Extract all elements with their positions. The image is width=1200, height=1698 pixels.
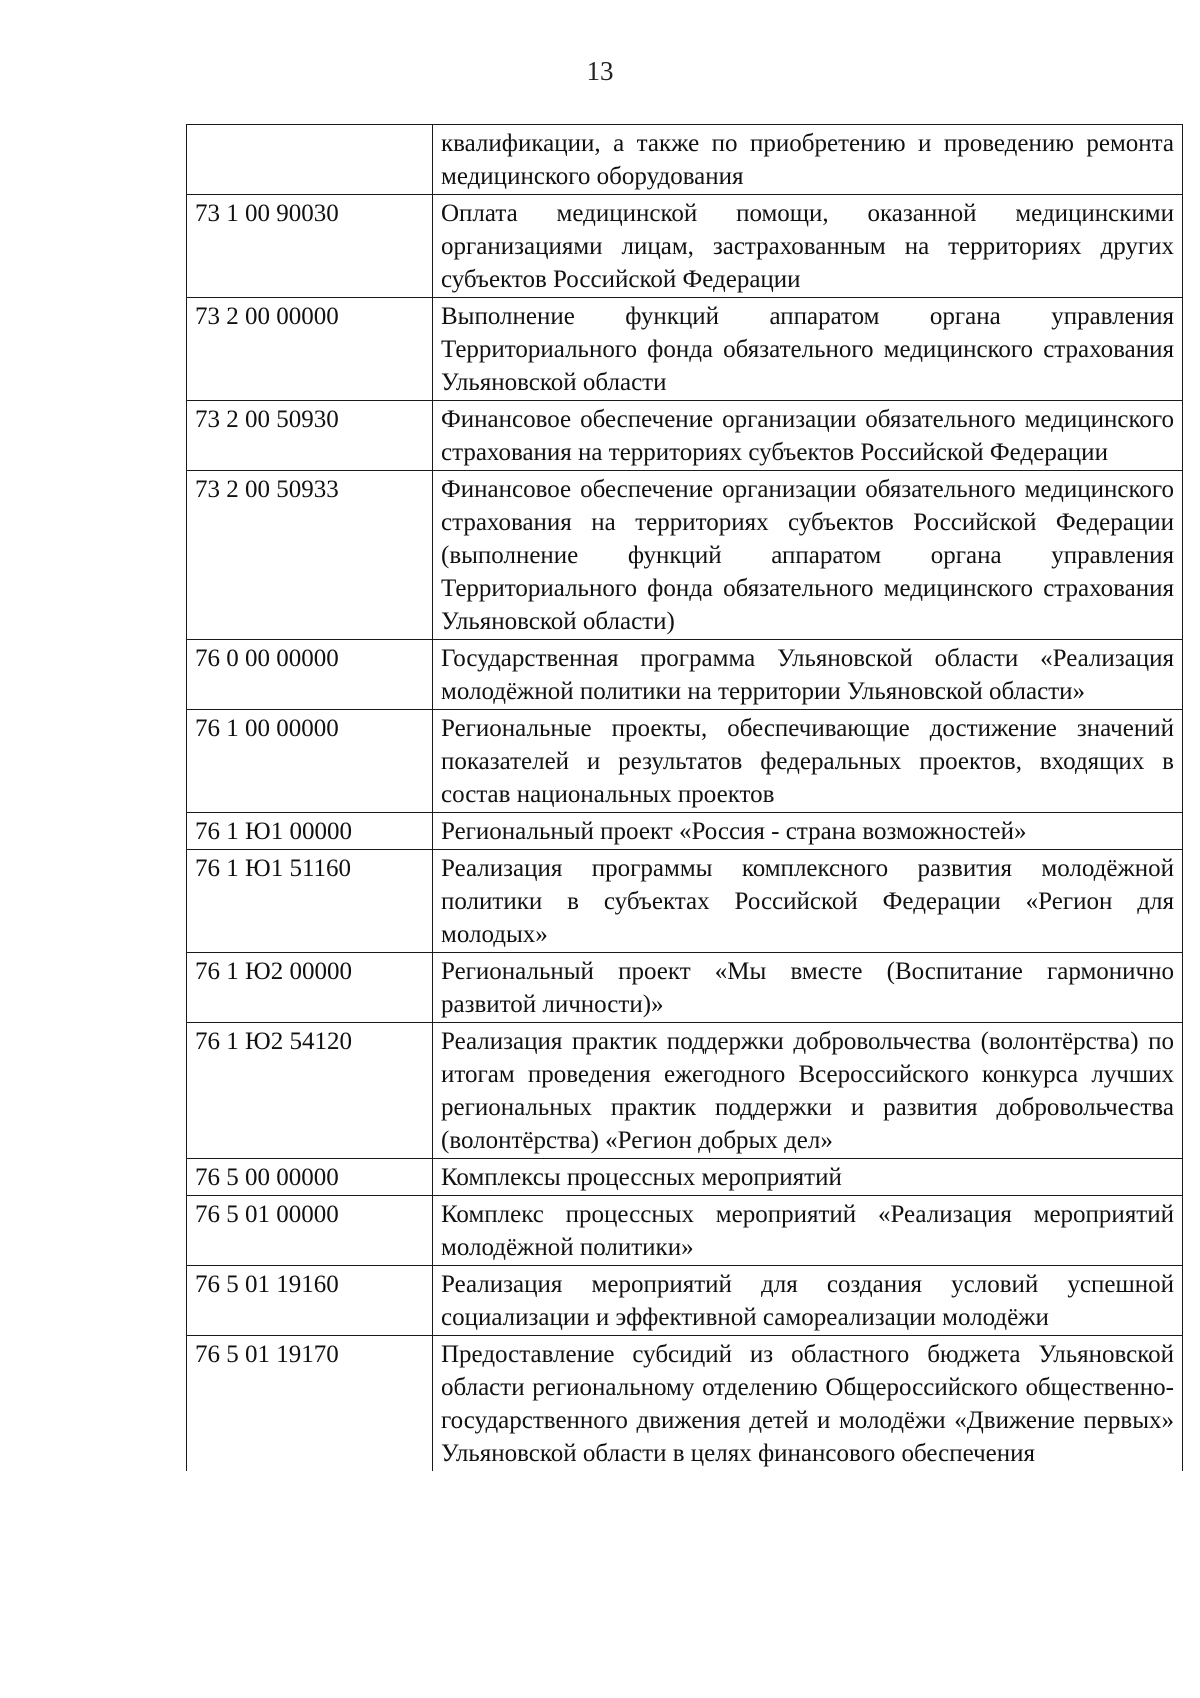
expenditure-name: Региональные проекты, обеспечивающие достижение значений показателей и результатов федеральных проектов, входящих в состав национальных проектов: [433, 710, 1183, 813]
expenditure-name: Финансовое обеспечение организации обязательного медицинского страхования на территориях субъектов Российской Федерации (выполнение функций аппаратом органа управления Территориального фонда обязательного медицинского страхования Ульяновской области): [433, 471, 1183, 640]
classification-code: 76 1 Ю1 00000: [187, 813, 433, 850]
table-row: [187, 471, 1183, 640]
table-row: [187, 850, 1183, 953]
classification-code: 73 2 00 50933: [187, 471, 433, 640]
expenditure-name: квалификации, а также по приобретению и проведению ремонта медицинского оборудования: [433, 125, 1183, 195]
table-row: [187, 953, 1183, 1023]
classification-code: 76 1 Ю2 00000: [187, 953, 433, 1023]
classification-code: 76 5 01 00000: [187, 1196, 433, 1266]
table-row: [187, 1336, 1183, 1472]
expenditure-name: Региональный проект «Мы вместе (Воспитание гармонично развитой личности)»: [433, 953, 1183, 1023]
expenditure-name: Выполнение функций аппаратом органа управления Территориального фонда обязательного медицинского страхования Ульяновской области: [433, 298, 1183, 401]
expenditure-name: Предоставление субсидий из областного бюджета Ульяновской области региональному отделению Общероссийского общественно-государственного движения детей и молодёжи «Движение первых» Ульяновской области в целях финансового обеспечения: [433, 1336, 1183, 1472]
classification-code: 76 1 Ю2 54120: [187, 1023, 433, 1159]
classification-code: 76 5 01 19170: [187, 1336, 433, 1472]
classification-code: 76 5 00 00000: [187, 1159, 433, 1196]
table-row: [187, 195, 1183, 298]
classification-code: 76 0 00 00000: [187, 640, 433, 710]
page-number: 13: [586, 56, 614, 86]
classification-code: 73 2 00 00000: [187, 298, 433, 401]
classification-code: 73 1 00 90030: [187, 195, 433, 298]
table-row: [187, 640, 1183, 710]
expenditure-name: Оплата медицинской помощи, оказанной медицинскими организациями лицам, застрахованным на территориях других субъектов Российской Федерации: [433, 195, 1183, 298]
table-row: [187, 1196, 1183, 1266]
expenditure-name: Реализация мероприятий для создания условий успешной социализации и эффективной самореализации молодёжи: [433, 1266, 1183, 1336]
table-row: [187, 125, 1183, 195]
classification-code: 76 5 01 19160: [187, 1266, 433, 1336]
budget-classification-table: [186, 124, 1183, 1471]
table-row: [187, 1266, 1183, 1336]
table-row: [187, 401, 1183, 471]
expenditure-name: Реализация практик поддержки добровольчества (волонтёрства) по итогам проведения ежегодного Всероссийского конкурса лучших региональных практик поддержки и развития добровольчества (волонтёрства) «Регион добрых дел»: [433, 1023, 1183, 1159]
table-body: [187, 125, 1183, 1472]
expenditure-name: Реализация программы комплексного развития молодёжной политики в субъектах Российской Федерации «Регион для молодых»: [433, 850, 1183, 953]
expenditure-name: Комплексы процессных мероприятий: [433, 1159, 1183, 1196]
classification-code: 76 1 Ю1 51160: [187, 850, 433, 953]
expenditure-name: Комплекс процессных мероприятий «Реализация мероприятий молодёжной политики»: [433, 1196, 1183, 1266]
table-row: [187, 710, 1183, 813]
classification-code: 73 2 00 50930: [187, 401, 433, 471]
expenditure-name: Государственная программа Ульяновской области «Реализация молодёжной политики на территории Ульяновской области»: [433, 640, 1183, 710]
classification-code: 76 1 00 00000: [187, 710, 433, 813]
table-row: [187, 1023, 1183, 1159]
table-row: [187, 1159, 1183, 1196]
classification-code: [187, 125, 433, 195]
expenditure-name: Финансовое обеспечение организации обязательного медицинского страхования на территориях субъектов Российской Федерации: [433, 401, 1183, 471]
expenditure-name: Региональный проект «Россия - страна возможностей»: [433, 813, 1183, 850]
table-row: [187, 298, 1183, 401]
table-row: [187, 813, 1183, 850]
